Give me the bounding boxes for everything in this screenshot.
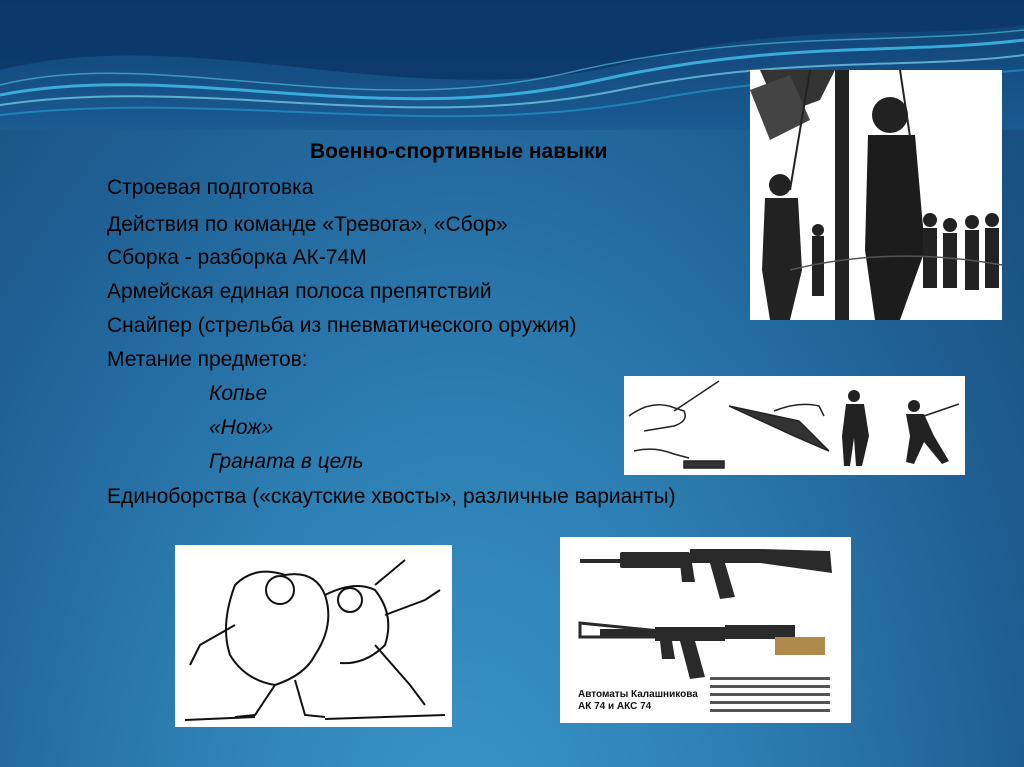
sub-item: Копье bbox=[209, 382, 268, 405]
sub-item: Граната в цель bbox=[209, 450, 364, 473]
sub-item: «Нож» bbox=[209, 416, 274, 439]
slide-title: Военно-спортивные навыки bbox=[310, 140, 608, 163]
knife-throwing-image bbox=[624, 376, 965, 475]
list-item: Строевая подготовка bbox=[107, 176, 314, 199]
list-item: Армейская единая полоса препятствий bbox=[107, 280, 492, 303]
scout-wrestling-image bbox=[175, 545, 452, 727]
ak-rifles-image bbox=[560, 537, 851, 723]
flag-raising-image bbox=[750, 70, 1002, 320]
rifle-caption-2: АК 74 и АКС 74 bbox=[578, 701, 652, 712]
list-item: Действия по команде «Тревога», «Сбор» bbox=[107, 213, 508, 236]
list-item: Единоборства («скаутские хвосты», различные варианты) bbox=[107, 485, 676, 508]
rifle-caption-1: Автоматы Калашникова bbox=[578, 689, 698, 700]
list-item: Метание предметов: bbox=[107, 348, 308, 371]
list-item: Сборка - разборка АК-74М bbox=[107, 246, 367, 269]
list-item: Снайпер (стрельба из пневматического оружия) bbox=[107, 314, 577, 337]
